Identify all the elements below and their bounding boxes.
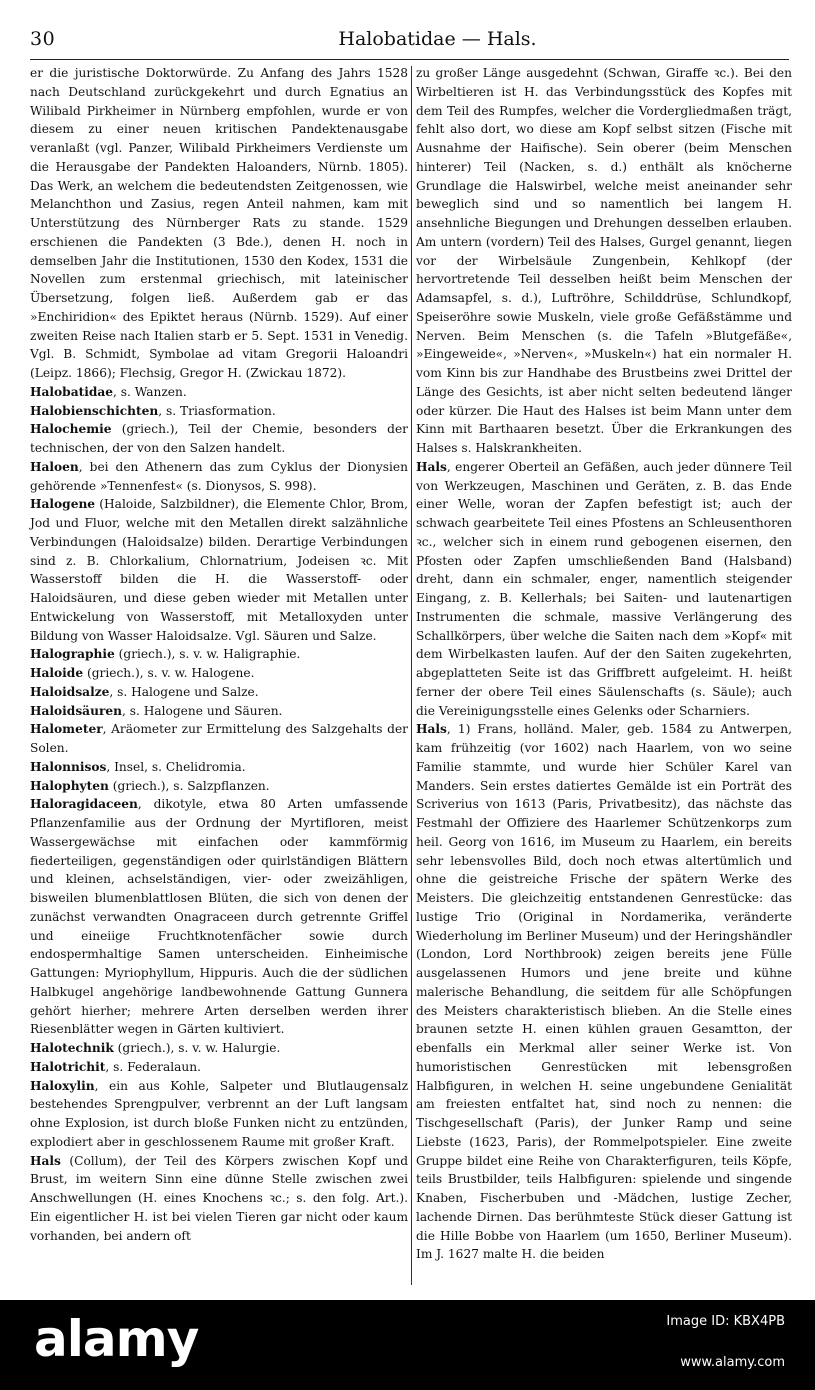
entry-headword: Halogene: [30, 497, 96, 512]
entry-headword: Hals: [30, 1153, 61, 1168]
entry-text: (Haloide, Salzbildner), die Elemente Chlor, Brom, Jod und Fluor, welche mit den Metallen direkt salzähnliche Verbindungen (Haloidsalze) bilden. Derartige Verbindungen sind z. B. Chlorkalium, Chlornatrium, Jodeisen ꝛc. Mit Wasserstoff bilden die H. die Wasserstoff- oder Haloidsäuren, und diese geben wieder mit Metallen unter Entwickelung von Wasserstoff, mit Metalloxyden unter Bildung von Wasser Haloidsalze. Vgl. Säuren und Salze.: [30, 497, 408, 643]
running-title: Halobatidae — Hals.: [338, 28, 537, 50]
dictionary-entry: [416, 720, 792, 1264]
entry-headword: Haloen: [30, 459, 79, 474]
entry-headword: Halometer: [30, 722, 103, 737]
entry-headword: Haloide: [30, 666, 84, 680]
entry-headword: Halobatidae: [30, 384, 114, 399]
dictionary-entry: [30, 383, 408, 402]
watermark-url: www.alamy.com: [680, 1355, 785, 1370]
entry-headword: Halobienschichten: [30, 403, 159, 418]
entry-text: er die juristische Doktorwürde. Zu Anfang des Jahrs 1528 nach Deutschland zurückgekehrt und durch Egnatius an Wilibald Pirkheimer in Nürnberg empfohlen, wurde er von diesem zu einer neuen kritischen Pandektenausgabe veranlaßt (vgl. Panzer, Wilibald Pirkheimers Verdienste um die Herausgabe der Pandekten Haloanders, Nürnb. 1805). Das Werk, an welchem die bedeutendsten Zeitgenossen, wie Melanchthon und Zasius, regen Anteil nahmen, kam mit Unterstützung des Nürnberger Rats zu stande. 1529 erschienen die Pandekten (3 Bde.), denen H. noch in demselben Jahr die Institutionen, 1530 den Kodex, 1531 die Novellen zum erstenmal griechisch, mit lateinischer Übersetzung, folgen ließ. Außerdem gab er das »Enchiridion« des Epiktet heraus (Nürnb. 1529). Auf einer zweiten Reise nach Italien starb er 5. Sept. 1531 in Venedig. Vgl. B. Schmidt, Symbolae ad vitam Gregorii Haloandri (Leipz. 1866); Flechsig, Gregor H. (Zwickau 1872).: [30, 66, 408, 380]
entry-text: , s. Triasformation.: [158, 403, 276, 418]
entry-headword: Hals: [416, 459, 447, 474]
dictionary-entry: [30, 1039, 408, 1058]
entry-text: (griech.), Teil der Chemie, besonders der technischen, der von den Salzen handelt.: [30, 422, 408, 455]
dictionary-entry: [30, 1077, 408, 1152]
entry-text: , s. Wanzen.: [113, 384, 187, 399]
entry-headword: Halotechnik: [30, 1041, 114, 1055]
entry-text: , bei den Athenern das zum Cyklus der Dionysien gehörende »Tennenfest« (s. Dionysos, S. 998).: [30, 459, 408, 493]
entry-text: , s. Halogene und Säuren.: [121, 703, 283, 718]
dictionary-entry: [30, 702, 408, 721]
entry-text: , Insel, s. Chelidromia.: [106, 759, 246, 774]
entry-headword: Haloidsalze: [30, 684, 110, 699]
dictionary-entry: [30, 795, 408, 1039]
entry-text: zu großer Länge ausgedehnt (Schwan, Giraffe ꝛc.). Bei den Wirbeltieren ist H. das Verbindungsstück des Kopfes mit dem Teil des Rumpfes, welcher die Vordergliedmaßen trägt, fehlt also dort, wo diese am Kopf selbst sitzen (Fische mit Ausnahme der Haifische). Sein oberer (beim Menschen hinterer) Teil (Nacken, s. d.) enthält als knöcherne Grundlage die Halswirbel, welche meist aneinander sehr beweglich sind und so namentlich bei langem H. ansehnliche Biegungen und Drehungen desselben erlauben. Am untern (vordern) Teil des Halses, Gurgel genannt, liegen vor der Wirbelsäule Zungenbein, Kehlkopf (der hervortretende Teil desselben heißt beim Menschen der Adamsapfel, s. d.), Luftröhre, Schilddrüse, Schlundkopf, Speiseröhre sowie Muskeln, viele große Gefäßstämme und Nerven. Beim Menschen (s. die Tafeln »Blutgefäße«, »Eingeweide«, »Nerven«, »Muskeln«) hat ein normaler H. vom Kinn bis zur Handhabe des Brustbeins zwei Drittel der Länge des Gesichts, ist aber nicht selten bedeutend länger oder kürzer. Die Haut des Halses ist beim Mann unter dem Kinn mit Barthaaren besetzt. Über die Erkrankungen des Halses s. Halskrankheiten.: [416, 66, 792, 455]
header-rule: [30, 59, 789, 60]
dictionary-entry: [30, 1058, 408, 1077]
entry-text: (griech.), s. Salzpflanzen.: [108, 778, 270, 793]
dictionary-entry: [30, 420, 408, 458]
dictionary-entry: [30, 1152, 408, 1246]
entry-text: , ein aus Kohle, Salpeter und Blutlaugensalz bestehendes Sprengpulver, verbrennt an der Luft langsam ohne Explosion, ist durch bloße Funken nicht zu entzünden, explodiert aber in geschlossenem Raume mit großer Kraft.: [30, 1078, 408, 1149]
entry-text: , Aräometer zur Ermittelung des Salzgehalts der Solen.: [30, 722, 408, 755]
column-divider: [411, 66, 412, 1285]
dictionary-entry: [30, 64, 408, 383]
entry-headword: Halographie: [30, 647, 115, 662]
entry-headword: Hals: [416, 722, 447, 737]
page-number: 30: [30, 28, 56, 50]
dictionary-entry: [30, 758, 408, 777]
watermark-image-id: Image ID: KBX4PB: [666, 1314, 785, 1329]
entry-text: , s. Federalaun.: [105, 1059, 202, 1074]
entry-headword: Haloragidaceen: [30, 797, 138, 812]
dictionary-entry: [30, 402, 408, 421]
entry-text: (griech.), s. v. w. Halogene.: [83, 666, 255, 680]
dictionary-entry: [30, 495, 408, 645]
dictionary-entry: [30, 458, 408, 496]
dictionary-entry: [416, 64, 792, 458]
entry-text: , s. Halogene und Salze.: [109, 684, 259, 699]
entry-headword: Haloxylin: [30, 1078, 95, 1093]
entry-text: , 1) Frans, holländ. Maler, geb. 1584 zu Antwerpen, kam frühzeitig (vor 1602) nach Haarlem, von wo seine Familie stammte, und wurde hier Schüler Karel van Manders. Sein erstes datiertes Gemälde ist ein Porträt des Scriverius von 1613 (Paris, Privatbesitz), das nächste das Festmahl der Offiziere des Haarlemer Schützenkorps zum heil. Georg von 1616, im Museum zu Haarlem, ein bereits sehr lebensvolles Bild, doch noch etwas altertümlich und ohne die geistreiche Frische der spätern Werke des Meisters. Die gleichzeitig entstandenen Genrestücke: das lustige Trio (Original in Nordamerika, veränderte Wiederholung im Berliner Museum) und der Heringshändler (London, Lord Northbrook) zeigen bereits jene Fülle ausgelassenen Humors und jene breite und kühne malerische Behandlung, die seitdem für alle Schöpfungen des Meisters charakteristisch blieben. An die Stelle eines braunen setzte H. einen kühlen grauen Gesamtton, der ebenfalls ein Merkmal aller seiner Werke ist. Von humoristischen Genrestücken mit lebensgroßen Halbfiguren, in welchen H. seine ungebundene Genialität am freiesten entfaltet hat, sind noch zu nennen: die Tischgesellschaft (Paris), der Junker Ramp und seine Liebste (1623, Paris), der Rommelpotspieler. Eine zweite Gruppe bildet eine Reihe von Charakterfiguren, teils Köpfe, teils Brustbilder, teils Halbfiguren: spielende und singende Knaben, Fischerbuben und -Mädchen, lustige Zecher, lachende Dirnen. Das berühmteste Stück dieser Gattung ist die Hille Bobbe von Haarlem (um 1650, Berliner Museum). Im J. 1627 malte H. die beiden: [416, 722, 792, 1262]
dictionary-entry: [416, 458, 792, 721]
entry-text: , dikotyle, etwa 80 Arten umfassende Pflanzenfamilie aus der Ordnung der Myrtifloren, meist Wassergewächse mit einfachen oder kammförmig fiederteiligen, gegenständigen oder quirlständigen Blättern und kleinen, achselständigen, vier- oder zweizähligen, bisweilen blumenblattlosen Blüten, die sich von denen der zunächst verwandten Onagraceen durch getrennte Griffel und eineiige Fruchtknotenfächer sowie durch endospermhaltige Samen unterscheiden. Einheimische Gattungen: Myriophyllum, Hippuris. Auch die der südlichen Halbkugel angehörige landbewohnende Gattung Gunnera gehört hierher; mehrere Arten derselben werden ihrer Riesenblätter wegen in Gärten kultiviert.: [30, 797, 408, 1037]
entry-headword: Halotrichit: [30, 1059, 106, 1074]
dictionary-entry: [30, 664, 408, 683]
dictionary-entry: [30, 683, 408, 702]
entry-text: (griech.), s. v. w. Haligraphie.: [114, 647, 301, 662]
entry-headword: Halochemie: [30, 422, 112, 437]
dictionary-entry: [30, 720, 408, 758]
left-column: [30, 64, 408, 1245]
entry-text: , engerer Oberteil an Gefäßen, auch jeder dünnere Teil von Werkzeugen, Maschinen und Geräten, z. B. das Ende einer Welle, woran der Zapfen befestigt ist; auch der schwach gearbeitete Teil eines Pfostens an Schleusenthoren ꝛc., welcher sich in einem rund gebogenen eisernen, den Pfosten oder Zapfen umschließenden Band (Halsband) dreht, dann ein schmaler, enger, namentlich steigender Eingang, z. B. Kellerhals; bei Saiten- und lautenartigen Instrumenten die schmale, massive Verlängerung des Schallkörpers, über welche die Saiten nach dem »Kopf« mit dem Wirbelkasten laufen. Auf der den Saiten zugekehrten, abgeplatteten Seite ist das Griffbrett aufgeleimt. H. heißt ferner der obere Teil eines Säulenschafts (s. Säule); auch die Vereinigungsstelle eines Gelenks oder Scharniers.: [416, 459, 792, 718]
dictionary-entry: [30, 645, 408, 664]
watermark-logo: alamy: [34, 1310, 199, 1368]
entry-headword: Halonnisos: [30, 759, 107, 774]
entry-headword: Halophyten: [30, 778, 109, 793]
dictionary-entry: [30, 777, 408, 796]
entry-text: (griech.), s. v. w. Halurgie.: [113, 1041, 281, 1055]
right-column: [416, 64, 792, 1264]
entry-headword: Haloidsäuren: [30, 703, 122, 718]
entry-text: (Collum), der Teil des Körpers zwischen Kopf und Brust, im weitern Sinn eine dünne Stelle zwischen zwei Anschwellungen (H. eines Knochens ꝛc.; s. den folg. Art.). Ein eigentlicher H. ist bei vielen Tieren gar nicht oder kaum vorhanden, bei andern oft: [30, 1153, 408, 1243]
